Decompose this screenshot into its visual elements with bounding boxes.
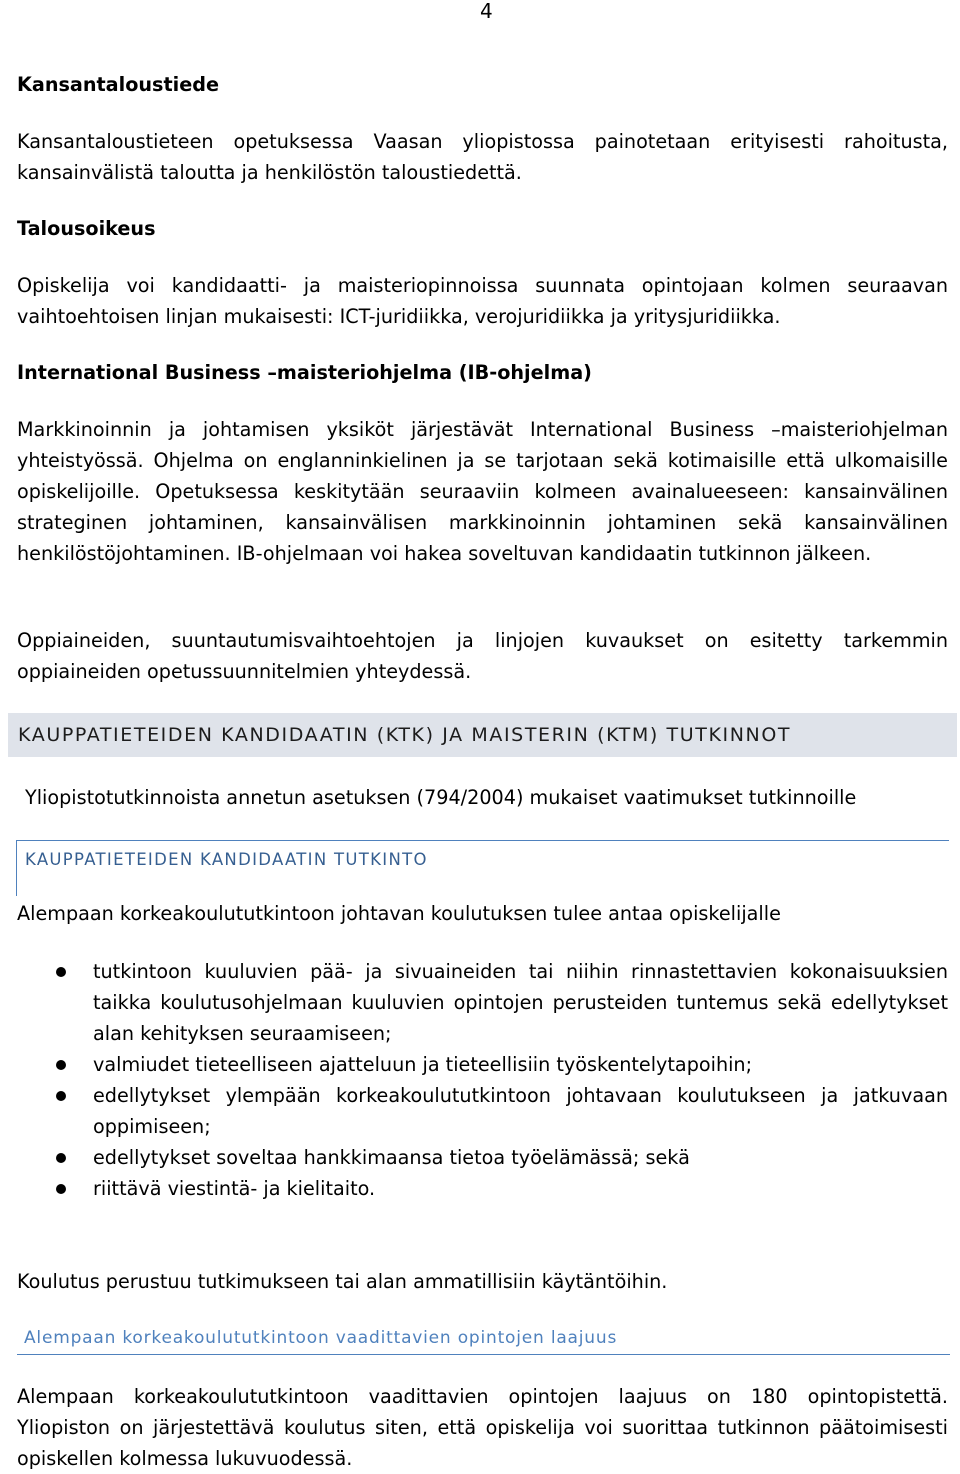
paragraph-oppiaineet: Oppiaineiden, suuntautumisvaihtoehtojen ja linjojen kuvaukset on esitetty tarkemmin oppiaineiden opetussuunnitelmien yhteydessä.	[17, 629, 948, 683]
paragraph-research: Koulutus perustuu tutkimukseen tai alan ammatillisiin käytäntöihin.	[17, 1270, 668, 1293]
heading-kandidaatin-tutkinto: KAUPPATIETEIDEN KANDIDAATIN TUTKINTO	[16, 840, 949, 896]
heading-ib-ohjelma: International Business –maisteriohjelma (IB-ohjelma)	[17, 361, 592, 384]
heading-tutkinnot: KAUPPATIETEIDEN KANDIDAATIN (KTK) JA MAISTERIN (KTM) TUTKINNOT	[8, 713, 957, 757]
paragraph-ib-ohjelma: Markkinoinnin ja johtamisen yksiköt järjestävät International Business –maisteriohjelman yhteistyössä. Ohjelma on englanninkielinen ja se tarjotaan sekä kotimaisille että ulkomaisille opiskelijoille. Opetuksessa keskitytään seuraaviin kolmeen avainalueeseen: kansainvälinen strateginen johtaminen, kansainvälisen markkinoinnin johtaminen sekä kansainvälinen henkilöstöjohtaminen. IB-ohjelmaan voi hakea soveltuvan kandidaatin tutkinnon jälkeen.	[17, 418, 948, 565]
page-number: 4	[480, 0, 493, 23]
heading-talousoikeus: Talousoikeus	[17, 217, 156, 240]
list-item: valmiudet tieteelliseen ajatteluun ja tieteellisiin työskentelytapoihin;	[17, 1049, 948, 1080]
heading-opintojen-laajuus: Alempaan korkeakoulututkintoon vaadittavien opintojen laajuus	[17, 1324, 950, 1355]
list-item: edellytykset ylempään korkeakoulututkintoon johtavaan koulutukseen ja jatkuvaan oppimiseen;	[17, 1080, 948, 1142]
paragraph-kansantaloustiede: Kansantaloustieteen opetuksessa Vaasan yliopistossa painotetaan erityisesti rahoitusta, kansainvälistä taloutta ja henkilöstön taloustiedettä.	[17, 130, 948, 184]
decree-line: Yliopistotutkinnoista annetun asetuksen (794/2004) mukaiset vaatimukset tutkinnoille	[25, 786, 857, 809]
intro-line: Alempaan korkeakoulututkintoon johtavan koulutuksen tulee antaa opiskelijalle	[17, 902, 781, 925]
heading-kansantaloustiede: Kansantaloustiede	[17, 73, 219, 96]
paragraph-scope: Alempaan korkeakoulututkintoon vaadittavien opintojen laajuus on 180 opintopistettä. Yliopiston on järjestettävä koulutus siten, että opiskelija voi suorittaa tutkinnon päätoimisesti opiskellen kolmessa lukuvuodessä.	[17, 1385, 948, 1470]
list-item: edellytykset soveltaa hankkimaansa tietoa työelämässä; sekä	[17, 1142, 948, 1173]
requirements-list	[17, 956, 948, 1204]
paragraph-talousoikeus: Opiskelija voi kandidaatti- ja maisteriopinnoissa suunnata opintojaan kolmen seuraavan vaihtoehtoisen linjan mukaisesti: ICT-juridiikka, verojuridiikka ja yritysjuridiikka.	[17, 274, 948, 328]
list-item: tutkintoon kuuluvien pää- ja sivuaineiden tai niihin rinnastettavien kokonaisuuksien taikka koulutusohjelmaan kuuluvien opintojen perusteiden tuntemus sekä edellytykset alan kehityksen seuraamiseen;	[17, 956, 948, 1049]
list-item: riittävä viestintä- ja kielitaito.	[17, 1173, 948, 1204]
